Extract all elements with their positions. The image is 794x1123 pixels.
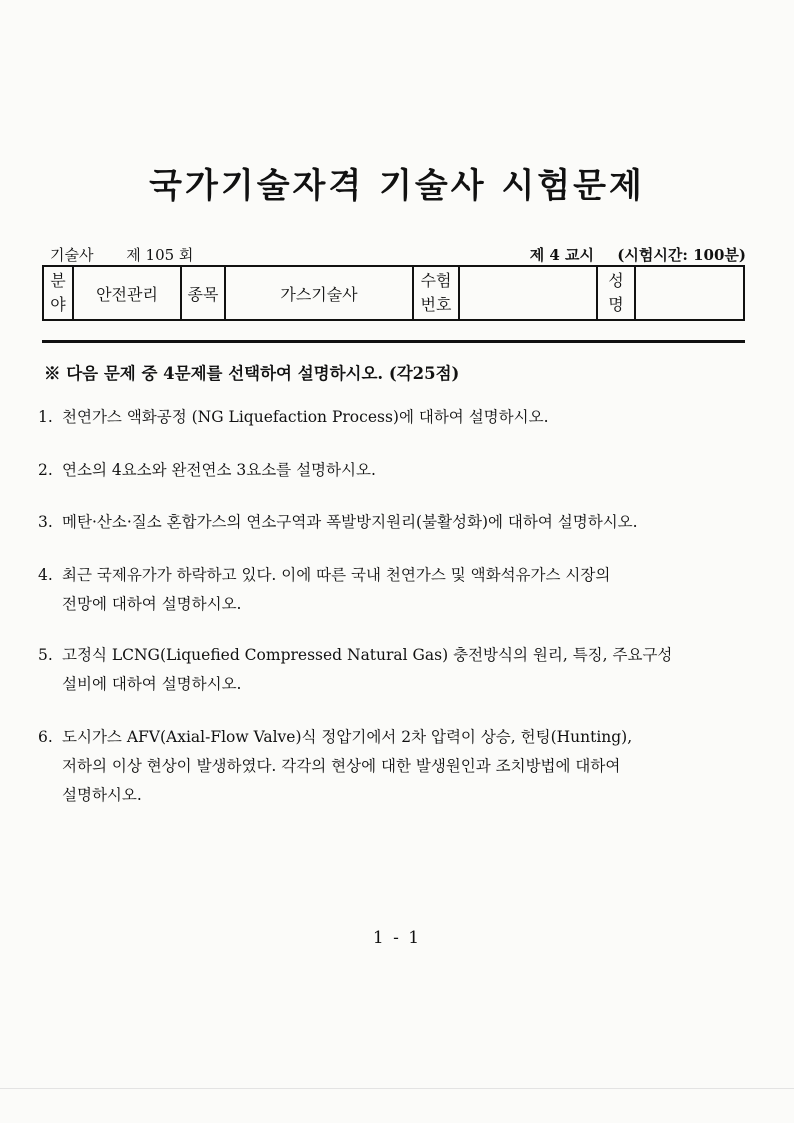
question-item	[38, 403, 750, 432]
question-text: 고정식 LCNG(Liquefied Compressed Natural Gas) 충전방식의 원리, 특징, 주요구성	[62, 646, 673, 664]
question-item	[38, 641, 750, 699]
type-label: 종목	[181, 266, 225, 320]
exam-no-label-cell	[413, 266, 459, 320]
question-text: 천연가스 액화공정 (NG Liquefaction Process)에 대하여 설명하시오.	[62, 408, 549, 426]
question-text: 최근 국제유가가 하락하고 있다. 이에 따른 국내 천연가스 및 액화석유가스 시장의	[62, 566, 611, 584]
name-label-1: 성	[608, 271, 624, 290]
exam-duration: (시험시간: 100분)	[617, 246, 746, 264]
question-item	[38, 508, 750, 537]
question-number: 2.	[38, 461, 53, 479]
page-number: 1 - 1	[372, 928, 422, 948]
question-text-continued: 설명하시오.	[62, 786, 142, 804]
name-value	[635, 266, 744, 320]
exam-category: 기술사	[50, 246, 94, 264]
question-number: 1.	[38, 408, 53, 426]
question-item	[38, 456, 750, 485]
question-number: 6.	[38, 728, 53, 746]
field-label-cell	[43, 266, 73, 320]
exam-meta-left	[50, 244, 221, 265]
header-divider	[42, 340, 745, 343]
exam-meta-right	[512, 244, 746, 265]
question-text-continued: 전망에 대하여 설명하시오.	[62, 595, 242, 613]
scan-edge-line	[0, 1088, 794, 1089]
question-number: 3.	[38, 513, 53, 531]
name-label-cell	[597, 266, 635, 320]
question-text: 도시가스 AFV(Axial-Flow Valve)식 정압기에서 2차 압력이 상승, 헌팅(Hunting),	[62, 728, 633, 746]
question-item	[38, 723, 750, 810]
page-title: 국가기술자격 기술사 시험문제	[149, 166, 645, 206]
question-text: 연소의 4요소와 완전연소 3요소를 설명하시오.	[62, 461, 376, 479]
exam-no-label-2: 번호	[420, 295, 452, 314]
exam-info-table	[42, 265, 745, 321]
field-label-1: 분	[50, 271, 66, 290]
question-text-continued: 저하의 이상 현상이 발생하였다. 각각의 현상에 대한 발생원인과 조치방법에 대하여	[62, 757, 621, 775]
exam-session: 제 4 교시	[529, 246, 595, 264]
exam-no-label-1: 수험	[420, 271, 452, 290]
type-value: 가스기술사	[225, 266, 413, 320]
question-number: 5.	[38, 646, 53, 664]
exam-round: 제 105 회	[126, 246, 194, 264]
field-label-2: 야	[50, 295, 66, 314]
instruction: ※ 다음 문제 중 4문제를 선택하여 설명하시오. (각25점)	[44, 364, 460, 383]
question-number: 4.	[38, 566, 53, 584]
question-text-continued: 설비에 대하여 설명하시오.	[62, 675, 242, 693]
field-value: 안전관리	[73, 266, 181, 320]
exam-no-value	[459, 266, 597, 320]
name-label-2: 명	[608, 295, 624, 314]
question-text: 메탄·산소·질소 혼합가스의 연소구역과 폭발방지원리(불활성화)에 대하여 설명하시오.	[62, 513, 638, 531]
question-item	[38, 561, 750, 619]
